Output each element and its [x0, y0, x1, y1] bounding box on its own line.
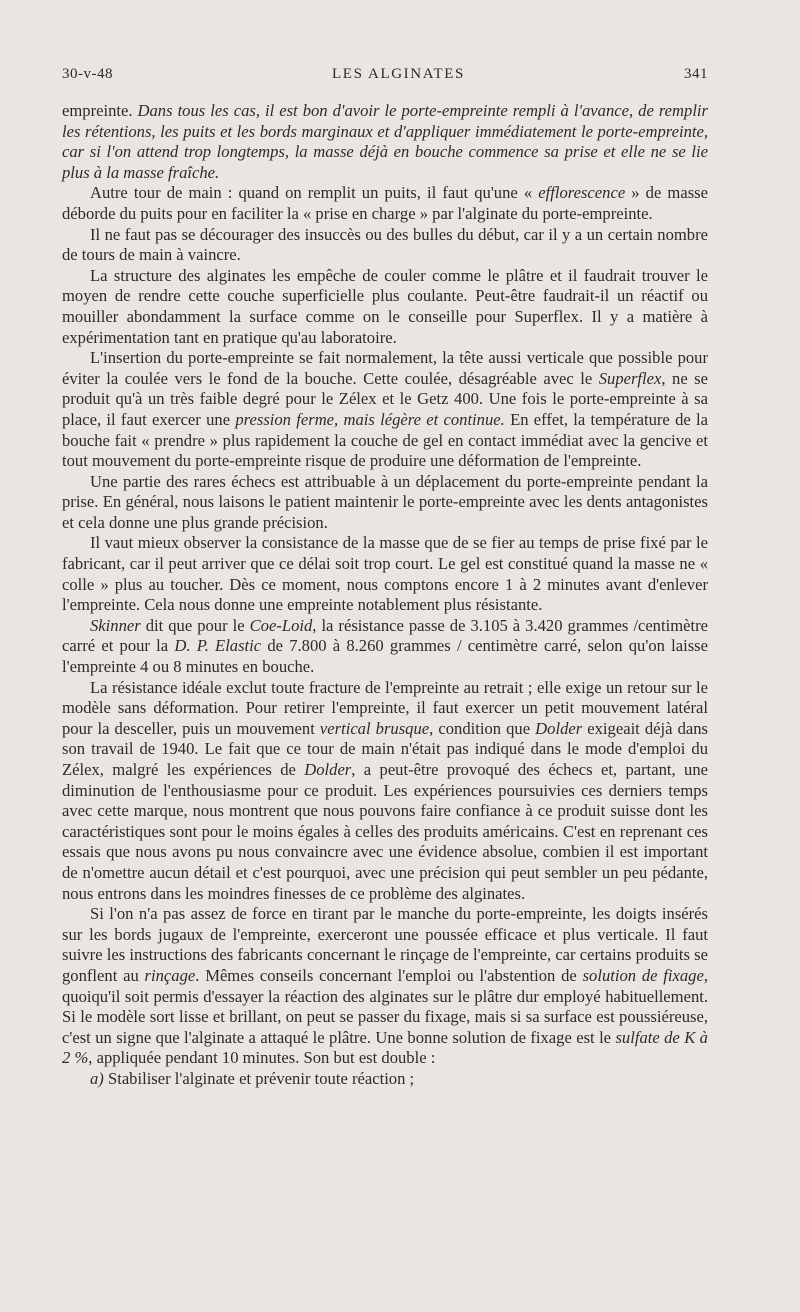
paragraph — [62, 266, 708, 348]
text-run: de 7.800 à 8.260 grammes / centimètre carré, selon qu'on laisse l'empreinte 4 ou 8 minutes en bouche. — [62, 636, 708, 677]
text-run: , appliquée pendant 10 minutes. Son but est double : — [88, 1048, 436, 1068]
header-title: LES ALGINATES — [332, 66, 465, 82]
italic-text: sulfate de K à 2 % — [62, 1027, 708, 1068]
text-run: , ne se produit qu'à un très faible degré pour le Zélex et le Getz 400. Une fois le porte-empreinte à sa place, il faut exercer une — [62, 368, 708, 429]
text-run: , la résistance passe de 3.105 à 3.420 grammes /centimètre carré et pour la — [62, 615, 708, 656]
text-run: Si l'on n'a pas assez de force en tirant par le manche du porte-empreinte, les doigts insérés sur les bords jugaux de l'empreinte, exerceront une poussée efficace et plus verticale. Il faut suivre les instructions des fabricants concernant le rinçage de l'empreinte, car certains produits se gonflent au — [62, 904, 708, 985]
italic-text: solution de fixage — [582, 965, 704, 985]
paragraph — [62, 1069, 708, 1090]
italic-text: vertical brusque — [319, 718, 430, 738]
paragraph — [62, 678, 708, 905]
text-run: dit que pour le — [140, 615, 250, 635]
paragraph — [62, 904, 708, 1069]
paragraph — [62, 225, 708, 266]
italic-text: Coe-Loid — [249, 615, 313, 635]
italic-text: D. P. Elastic — [174, 636, 262, 656]
text-run: , condition que — [429, 718, 536, 738]
italic-text: Superflex — [598, 368, 662, 388]
italic-text: pression ferme, mais légère et continue. — [235, 409, 505, 429]
text-run: L'insertion du porte-empreinte se fait normalement, la tête aussi verticale que possible pour éviter la coulée vers le fond de la bouche. Cette coulée, désagréable avec le — [62, 348, 708, 388]
text-run: La résistance idéale exclut toute fracture de l'empreinte au retrait ; elle exige un retour sur le modèle sans déformation. Pour retirer l'empreinte, il faut exercer un petit mouvement latéral pour la desceller, puis un mouvement — [62, 677, 708, 738]
text-run: Il ne faut pas se décourager des insuccès ou des bulles du début, car il y a un certain nombre de tours de main à vaincre. — [62, 224, 708, 265]
text-run: » de masse déborde du puits pour en faciliter la « prise en charge » par l'alginate du porte-empreinte. — [62, 183, 708, 223]
italic-text: efflorescence — [538, 183, 626, 203]
header-date: 30-v-48 — [62, 66, 113, 82]
paragraph — [62, 348, 708, 472]
paragraph — [62, 101, 708, 183]
text-run: exigeait déjà dans son travail de 1940. Le fait que ce tour de main n'était pas indiqué dans le mode d'emploi du Zélex, malgré les expériences de — [62, 718, 708, 779]
paragraph — [62, 533, 708, 615]
paragraph — [62, 472, 708, 534]
italic-text: rinçage — [144, 965, 196, 985]
running-header — [62, 66, 708, 83]
text-run: Autre tour de main : quand on remplit un puits, il faut qu'une « — [90, 183, 539, 203]
text-run: , quoiqu'il soit permis d'essayer la réaction des alginates sur le plâtre dur employé habituellement. Si le modèle sort lisse et brillant, on peut se passer du fixage, mais si sa surface est poussiéreuse, c'est un signe que l'alginate a attaqué le plâtre. Une bonne solution de fixage est le — [62, 965, 708, 1047]
text-run: , a peut-être provoqué des échecs et, partant, une diminution de l'enthousiasme pour ce produit. Les expériences poursuivies ces derniers temps avec cette marque, nous montrent que nous pouvons faire confiance à ce produit suisse dont les caractéristiques sont pour le moins égales à celles des produits américains. C'est en reprenant ces essais que nous avons pu nous convaincre avec une évidence absolue, combien il est important de n'omettre aucun détail et c'est pourquoi, avec une précision qui peut sembler un peu pédante, nous entrons dans les moindres finesses de ce problème des alginates. — [62, 760, 708, 903]
text-run: Il vaut mieux observer la consistance de la masse que de se fier au temps de prise fixé par le fabricant, car il peut arriver que ce délai soit trop court. Le gel est constitué quand la masse ne « colle » plus au toucher. Dès ce moment, nous comptons encore 1 à 2 minutes avant d'enlever l'empreinte. Cela nous donne une empreinte notablement plus résistante. — [62, 533, 708, 615]
paragraph — [62, 183, 708, 224]
page-number: 341 — [683, 66, 708, 82]
italic-text: Skinner — [90, 615, 141, 635]
italic-text: Dolder — [535, 718, 583, 738]
paragraph — [62, 616, 708, 678]
text-run: empreinte. — [62, 101, 138, 120]
text-run: En effet, la température de la bouche fait « prendre » plus rapidement la couche de gel en contact immédiat avec la gencive et tout mouvement du porte-empreinte risque de produire une déformation de l'empreinte. — [62, 409, 708, 471]
italic-text: a) — [90, 1068, 104, 1088]
italic-text: Dolder — [304, 760, 352, 779]
text-run: . Mêmes conseils concernant l'emploi ou l'abstention de — [195, 965, 583, 985]
text-run: Une partie des rares échecs est attribuable à un déplacement du porte-empreinte pendant la prise. En général, nous laisons le patient maintenir le porte-empreinte avec les dents antagonistes et cela donne une plus grande précision. — [62, 471, 708, 532]
italic-text: Dans tous les cas, il est bon d'avoir le porte-empreinte rempli à l'avance, de remplir les rétentions, les puits et les bords marginaux et d'appliquer immédiatement le porte-empreinte, car si l'on attend trop longtemps, la masse déjà en bouche commence sa prise et elle ne se lie plus à la masse fraîche. — [62, 101, 709, 182]
body-text — [62, 101, 708, 1090]
text-run: La structure des alginates les empêche de couler comme le plâtre et il faudrait trouver le moyen de rendre cette couche superficielle plus coulante. Peut-être faudrait-il un réactif ou mouiller abondamment la surface comme on le conseille pour Superflex. Il y a matière à expérimentation tant en pratique qu'au laboratoire. — [62, 265, 708, 347]
text-run: Stabiliser l'alginate et prévenir toute réaction ; — [103, 1068, 415, 1088]
